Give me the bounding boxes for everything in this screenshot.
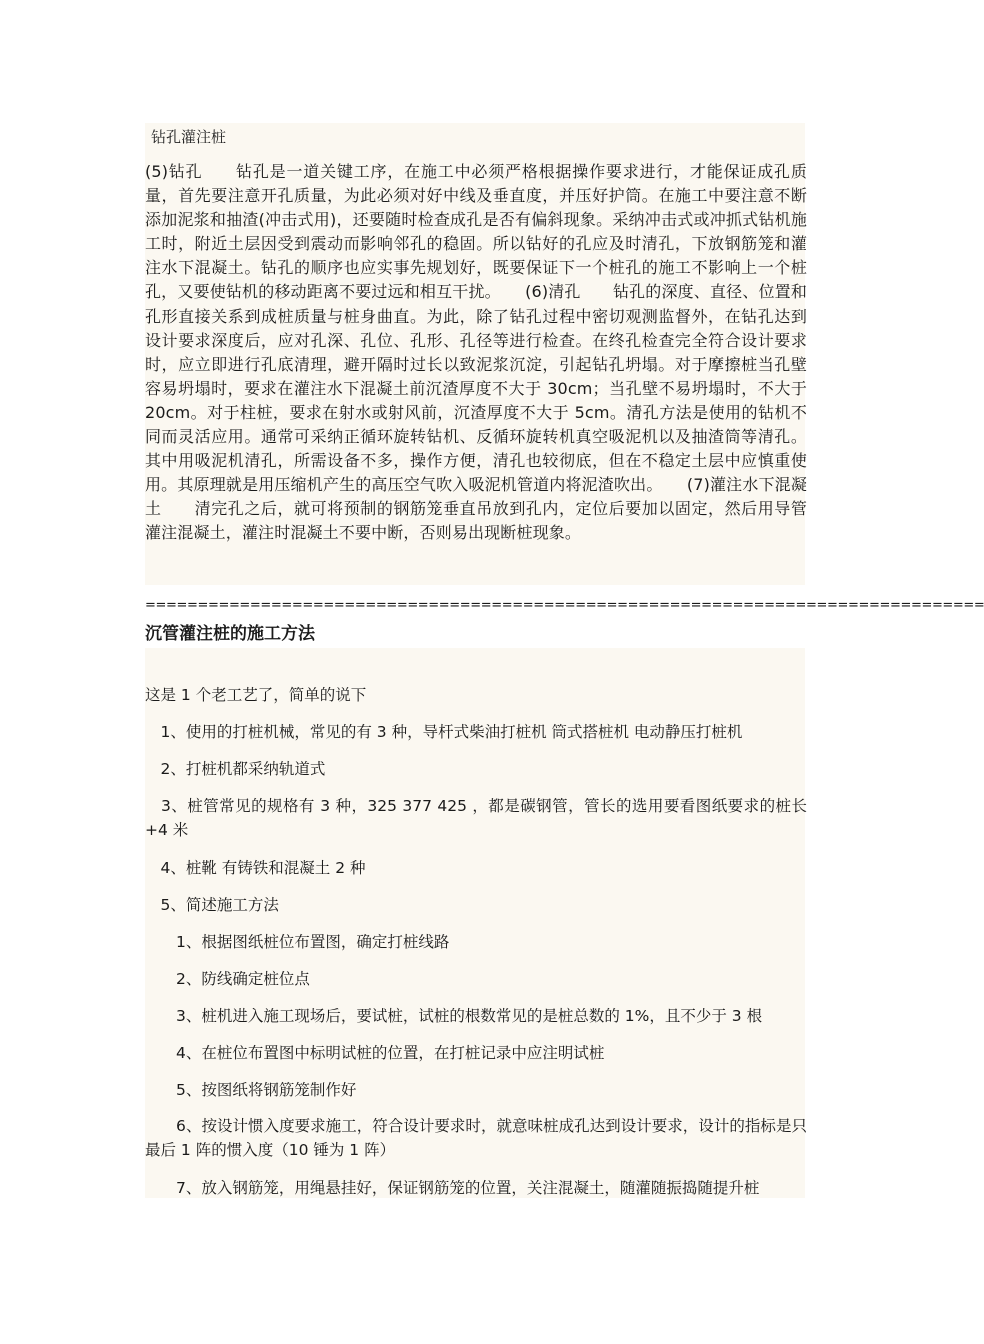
- list-item: 5、简述施工方法: [145, 896, 279, 914]
- section-2-intro: 这是 1 个老工艺了，简单的说下: [145, 686, 367, 704]
- list-item: 3、桩管常见的规格有 3 种，325 377 425 ，都是碳钢管，管长的选用要看图纸要求的桩长+4 米: [145, 797, 807, 839]
- list-item: 2、防线确定桩位点: [145, 970, 310, 988]
- list-item: 3、桩机进入施工现场后，要试桩，试桩的根数常见的是桩总数的 1%，且不少于 3 根: [145, 1007, 763, 1025]
- list-item: 2、打桩机都采纳轨道式: [145, 760, 326, 778]
- separator-line: ================================================================================: [145, 598, 984, 613]
- list-item: 6、按设计惯入度要求施工，符合设计要求时，就意味桩成孔达到设计要求，设计的指标是只最后 1 阵的惯入度（10 锤为 1 阵）: [145, 1117, 807, 1159]
- list-item: 1、根据图纸桩位布置图，确定打桩线路: [145, 933, 450, 951]
- list-item: 5、按图纸将钢筋笼制作好: [145, 1081, 357, 1099]
- list-item: 7、放入钢筋笼，用绳悬挂好，保证钢筋笼的位置，关注混凝土，随灌随振捣随提升桩: [145, 1179, 760, 1197]
- section-1-body: (5)钻孔 钻孔是一道关键工序，在施工中必须严格根据操作要求进行，才能保证成孔质量，首先要注意开孔质量，为此必须对好中线及垂直度，并压好护筒。在施工中要注意不断添加泥浆和抽渣(冲击式用)，还要随时检查成孔是否有偏斜现象。采纳冲击式或冲抓式钻机施工时，附近土层因受到震动而影响邻孔的稳固。所以钻好的孔应及时清孔，下放钢筋笼和灌注水下混凝土。钻孔的顺序也应实事先规划好，既要保证下一个桩孔的施工不影响上一个桩孔，又要使钻机的移动距离不要过远和相互干扰。 (6)清孔 钻孔的深度、直径、位置和孔形直接关系到成桩质量与桩身曲直。为此，除了钻孔过程中密切观测监督外，在钻孔达到设计要求深度后，应对孔深、孔位、孔形、孔径等进行检查。在终孔检查完全符合设计要求时，应立即进行孔底清理，避开隔时过长以致泥浆沉淀，引起钻孔坍塌。对于摩擦桩当孔壁容易坍塌时，要求在灌注水下混凝土前沉渣厚度不大于 30cm；当孔壁不易坍塌时，不大于 20cm。对于柱桩，要求在射水或射风前，沉渣厚度不大于 5cm。清孔方法是使用的钻机不同而灵活应用。通常可采纳正循环旋转钻机、反循环旋转机真空吸泥机以及抽渣筒等清孔。其中用吸泥机清孔，所需设备不多，操作方便，清孔也较彻底，但在不稳定土层中应慎重使用。其原理就是用压缩机产生的高压空气吹入吸泥机管道内将泥渣吹出。 (7)灌注水下混凝土 清完孔之后，就可将预制的钢筋笼垂直吊放到孔内，定位后要加以固定，然后用导管灌注混凝土，灌注时混凝土不要中断，否则易出现断桩现象。: [145, 162, 807, 543]
- section-2-heading: 沉管灌注桩的施工方法: [145, 624, 315, 644]
- list-item: 4、在桩位布置图中标明试桩的位置，在打桩记录中应注明试桩: [145, 1044, 605, 1062]
- list-item: 1、使用的打桩机械，常见的有 3 种，导杆式柴油打桩机 筒式搭桩机 电动静压打桩机: [145, 723, 743, 741]
- list-item: 4、桩靴 有铸铁和混凝土 2 种: [145, 859, 366, 877]
- section-1-title: 钻孔灌注桩: [151, 128, 227, 146]
